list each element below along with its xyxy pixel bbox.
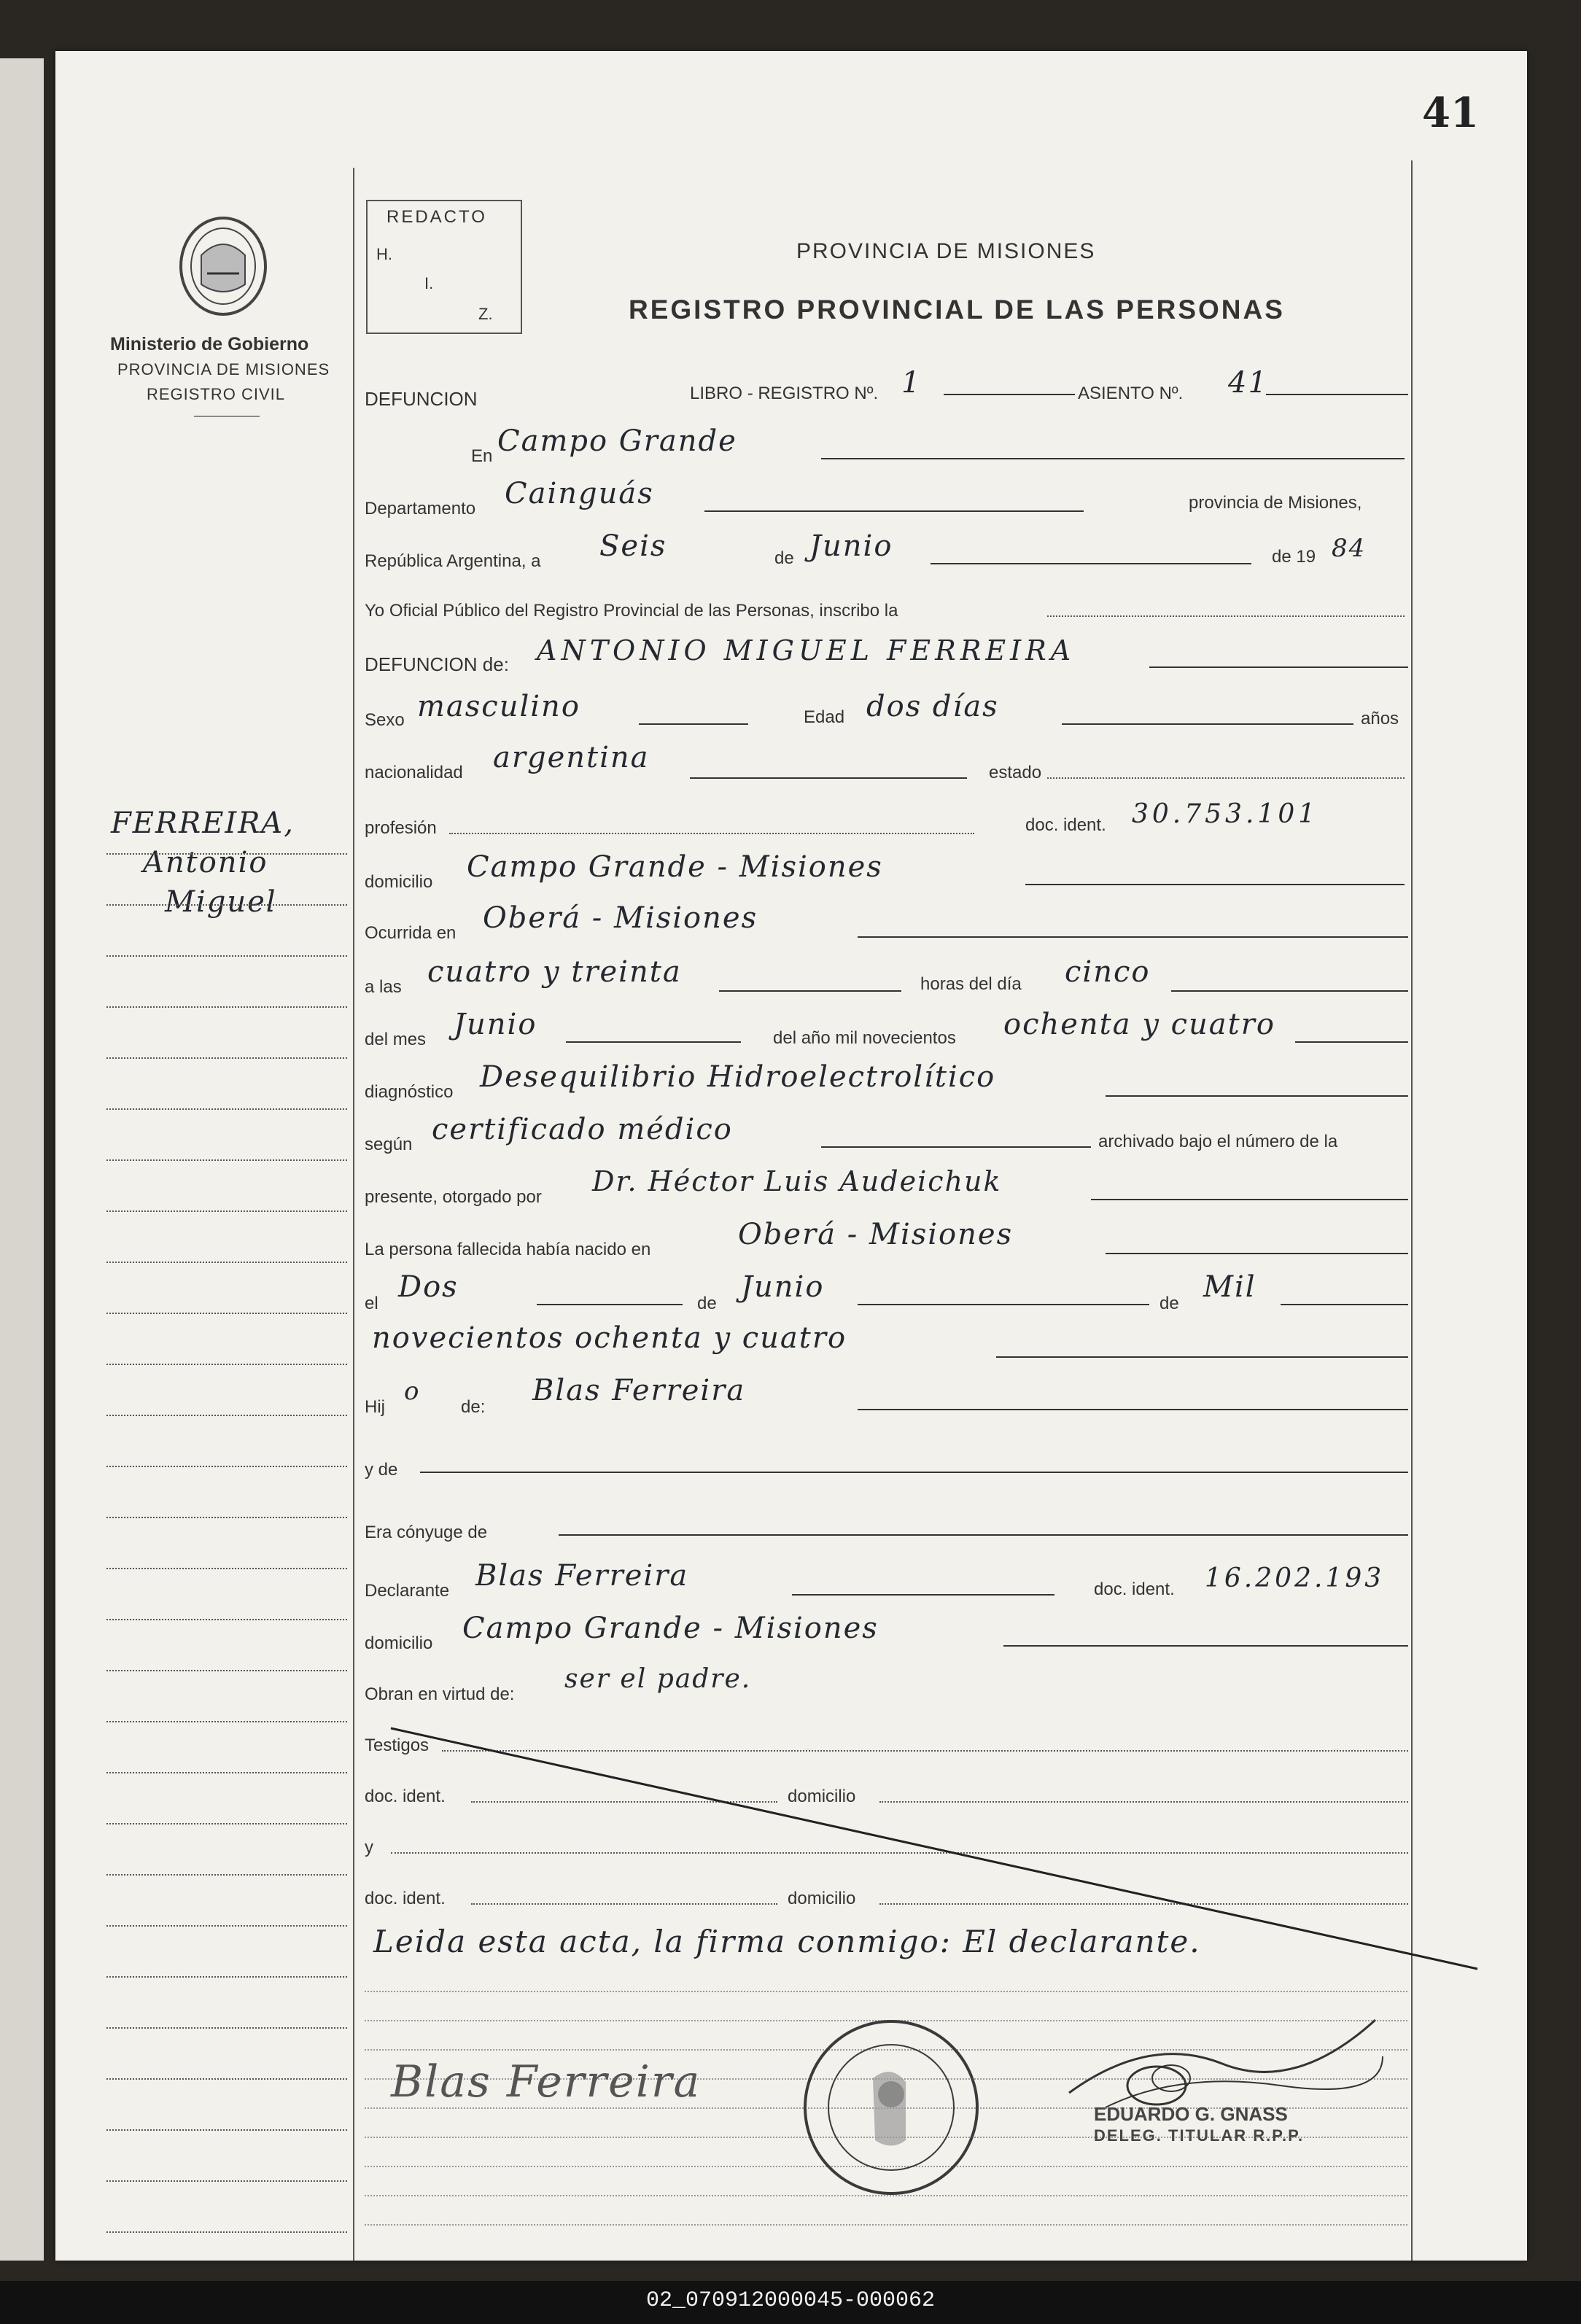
profesion-label: profesión [365, 818, 437, 838]
signature-rule [365, 2224, 1407, 2226]
defuncion-value: ANTONIO MIGUEL FERREIRA [537, 634, 1076, 667]
yde-label: y de [365, 1460, 398, 1480]
margin-rule [106, 2027, 347, 2029]
domic3-label: domicilio [788, 1787, 856, 1806]
official-seal-icon [796, 2013, 986, 2202]
obran-value: ser el padre. [564, 1664, 752, 1694]
conyuge-fill-line [559, 1534, 1408, 1536]
header-registry: REGISTRO PROVINCIAL DE LAS PERSONAS [629, 295, 1285, 324]
margin-rule [106, 1874, 347, 1876]
sexo-label: Sexo [365, 710, 405, 730]
departamento-label: Departamento [365, 499, 476, 518]
act-type-label: DEFUNCION [365, 388, 478, 410]
domicilio-value: Campo Grande - Misiones [467, 850, 883, 884]
register-page [55, 51, 1527, 2261]
hora-value: cuatro y treinta [427, 955, 682, 989]
margin-rule [106, 2180, 347, 2182]
margin-rule [106, 1364, 347, 1365]
defuncion-fill-line [1149, 667, 1408, 668]
ocurrida-value: Oberá - Misiones [483, 901, 758, 935]
segun-label: según [365, 1135, 413, 1154]
diadel-fill-line [1171, 990, 1408, 992]
de3-value: Mil [1203, 1270, 1256, 1304]
de3-fill-line [1281, 1304, 1408, 1305]
margin-rule [106, 1108, 347, 1110]
de-label: de [774, 548, 794, 568]
docid3-label: doc. ident. [365, 1787, 446, 1806]
header-province: PROVINCIA DE MISIONES [796, 239, 1096, 263]
redacto-title: REDACTO [386, 207, 487, 227]
doc2-label: doc. ident. [1094, 1579, 1175, 1599]
scan-id-label: 02_070912000045-000062 [645, 2288, 936, 2313]
el-label: el [365, 1294, 378, 1313]
provincial-shield-icon [172, 211, 274, 321]
margin-rule [106, 1466, 347, 1467]
de19-label: de 19 [1272, 547, 1316, 567]
asiento-value: 41 [1228, 366, 1268, 400]
leida-text: Leida esta acta, la firma conmigo: El declarante. [373, 1924, 1201, 1959]
margin-middlename: Miguel [165, 885, 277, 919]
novecientos-value: novecientos ochenta y cuatro [372, 1321, 847, 1355]
hij-value: o [404, 1377, 421, 1406]
margin-rule [106, 1210, 347, 1212]
diagnostico-value: Desequilibrio Hidroelectrolítico [480, 1060, 996, 1094]
testigos-label: Testigos [365, 1736, 430, 1755]
libro-value: 1 [901, 366, 922, 400]
margin-rule [106, 1159, 347, 1161]
segun-fill-line [821, 1146, 1091, 1148]
domicilio2-label: domicilio [365, 1633, 433, 1653]
sexo-fill-line [639, 723, 748, 725]
en-label: En [471, 446, 493, 466]
official-title: DELEG. TITULAR R.P.P. [1094, 2126, 1305, 2145]
margin-rule [106, 904, 347, 906]
hora-fill-line [719, 990, 901, 992]
defuncion-label: DEFUNCION de: [365, 653, 509, 675]
departamento-value: Cainguás [505, 477, 654, 510]
delmes-fill-line-2 [566, 1041, 741, 1043]
oficial-label: Yo Oficial Público del Registro Provincial de las Personas, inscribo la [365, 601, 898, 621]
hij-label: Hij [365, 1397, 385, 1417]
official-name: EDUARDO G. GNASS [1094, 2103, 1288, 2125]
segun-value: certificado médico [432, 1113, 733, 1146]
declarant-signature: Blas Ferreira [391, 2056, 702, 2107]
redacto-h: H. [376, 245, 392, 263]
margin-rule [106, 1976, 347, 1978]
republica-label: República Argentina, a [365, 551, 541, 571]
en-fill-line [821, 458, 1405, 459]
delano-label: del año mil novecientos [773, 1028, 956, 1048]
hijde-label: de: [461, 1397, 486, 1417]
provincia-label: provincia de Misiones, [1189, 493, 1362, 513]
horas-label: horas del día [920, 974, 1022, 994]
margin-rule [106, 853, 347, 855]
ministry-underline [194, 416, 260, 417]
diadel-value: cinco [1065, 955, 1151, 989]
edad-value: dos días [866, 690, 999, 723]
nacionalidad-value: argentina [493, 741, 650, 774]
en-value: Campo Grande [497, 424, 737, 458]
delano-fill-line [1295, 1041, 1408, 1043]
asiento-fill-line [1266, 394, 1408, 395]
libro-fill-line [944, 394, 1075, 395]
diagnostico-fill-line [1106, 1095, 1408, 1097]
padre-fill-line [858, 1409, 1408, 1410]
diagnostico-label: diagnóstico [365, 1082, 454, 1102]
presente-fill-line [1091, 1199, 1408, 1200]
asiento-label: ASIENTO Nº. [1078, 384, 1184, 403]
margin-rule [106, 1517, 347, 1518]
yde-fill-line [420, 1472, 1408, 1473]
signature-rule [365, 1991, 1407, 1992]
margin-firstname: Antonio [143, 846, 268, 879]
ministry-line2: PROVINCIA DE MISIONES [117, 360, 330, 378]
margin-rule [106, 1619, 347, 1620]
el-value: Dos [398, 1270, 459, 1304]
margin-rule [106, 2129, 347, 2131]
edad-label: Edad [804, 707, 845, 727]
delmes-label: del mes [365, 1030, 427, 1049]
margin-rule [106, 1006, 347, 1008]
margin-rule [106, 1568, 347, 1569]
doc2-value: 16.202.193 [1205, 1563, 1385, 1593]
doc-value: 30.753.101 [1132, 799, 1319, 829]
margin-rule [106, 2231, 347, 2233]
obran-label: Obran en virtud de: [365, 1684, 515, 1704]
delano-value: ochenta y cuatro [1003, 1008, 1275, 1041]
doc-label: doc. ident. [1025, 815, 1106, 835]
margin-rule [106, 1925, 347, 1927]
ministry-line3: REGISTRO CIVIL [147, 385, 286, 403]
margin-rule [106, 1721, 347, 1722]
presente-label: presente, otorgado por [365, 1187, 542, 1207]
padre-value: Blas Ferreira [532, 1374, 746, 1407]
alas-label: a las [365, 977, 402, 997]
nacionalidad-label: nacionalidad [365, 763, 463, 782]
ocurrida-label: Ocurrida en [365, 923, 457, 943]
domicilio-fill-line [1025, 884, 1405, 885]
novecientos-fill-line [996, 1356, 1408, 1358]
de2-fill-line [858, 1304, 1149, 1305]
de2-value: Junio [741, 1270, 825, 1304]
facing-page-edge [0, 58, 44, 2261]
estado-label: estado [989, 763, 1042, 782]
margin-surname: FERREIRA, [111, 807, 295, 840]
margin-rule [106, 1262, 347, 1263]
margin-rule [106, 1415, 347, 1416]
declarante-fill-line [792, 1594, 1054, 1596]
declarante-label: Declarante [365, 1581, 450, 1601]
de2-label: de [697, 1294, 717, 1313]
margin-rule [106, 1772, 347, 1773]
redacto-i: I. [424, 274, 434, 292]
margin-line [353, 168, 354, 2261]
redacto-box [366, 200, 522, 334]
domic4-label: domicilio [788, 1889, 856, 1908]
redacto-z: Z. [478, 305, 493, 323]
margin-rule [106, 1670, 347, 1671]
departamento-fill-line [704, 510, 1084, 512]
estado-fill-line [1047, 777, 1405, 779]
ocurrida-fill-line [858, 936, 1408, 938]
el-fill-line [537, 1304, 683, 1305]
anos-label: años [1361, 709, 1399, 728]
oficial-fill-line [1047, 615, 1405, 617]
mes-fill-line [931, 563, 1251, 564]
nacido-label: La persona fallecida había nacido en [365, 1240, 651, 1259]
margin-rule [106, 2078, 347, 2080]
margin-rule [106, 1313, 347, 1314]
nacido-value: Oberá - Misiones [738, 1218, 1014, 1251]
de3-label: de [1159, 1294, 1179, 1313]
edad-fill-line [1062, 723, 1353, 725]
margin-rule [106, 1823, 347, 1824]
margin-rule [106, 1057, 347, 1059]
dia-value: Seis [599, 529, 667, 563]
conyuge-label: Era cónyuge de [365, 1523, 488, 1542]
page-number: 41 [1422, 89, 1479, 137]
docid4-label: doc. ident. [365, 1889, 446, 1908]
profesion-fill-line-2 [449, 833, 974, 834]
libro-label: LIBRO - REGISTRO Nº. [690, 384, 879, 403]
presente-value: Dr. Héctor Luis Audeichuk [592, 1165, 1002, 1197]
delmes-value: Junio [454, 1008, 537, 1041]
ministry-line1: Ministerio de Gobierno [110, 334, 309, 354]
nacionalidad-fill-line [690, 777, 967, 779]
mes-value: Junio [809, 529, 893, 563]
nacido-fill-line [1106, 1253, 1408, 1254]
anio-value: 84 [1332, 534, 1367, 563]
domicilio-label: domicilio [365, 872, 433, 892]
sexo-value: masculino [417, 690, 580, 723]
y-label: y [365, 1838, 373, 1857]
domicilio2-value: Campo Grande - Misiones [462, 1612, 879, 1645]
margin-rule [106, 955, 347, 957]
archivado-label: archivado bajo el número de la [1098, 1132, 1338, 1151]
domicilio2-fill-line [1003, 1645, 1408, 1647]
declarante-value: Blas Ferreira [475, 1559, 689, 1593]
